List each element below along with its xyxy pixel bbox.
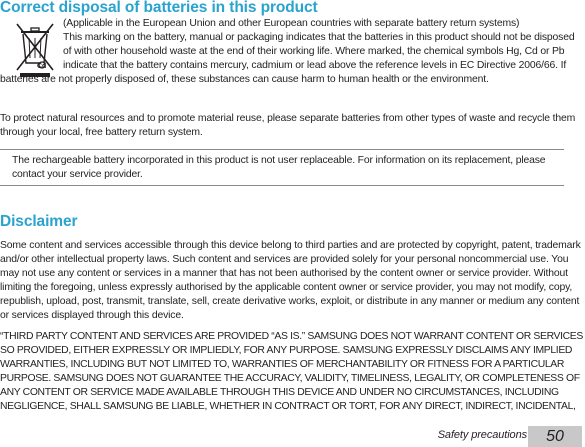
chemical-symbol-label: Cd [37,63,47,70]
battery-marking-paragraph-wrap [0,17,583,87]
applicability-note: (Applicable in the European Union and other European countries with separate battery return systems) [63,18,520,29]
disclaimer-paragraph-2: “THIRD PARTY CONTENT AND SERVICES ARE PROVIDED “AS IS.” SAMSUNG DOES NOT WARRANT CONTENT OR SERVICES SO PROVIDED, EITHER EXPRESSLY OR IMPLIEDLY, FOR ANY PURPOSE. SAMSUNG EXPRESSLY DISCLAIMS ANY IMPLIED WARRANTIES, INCLUDING BUT NOT LIMITED TO, WARRANTIES OF MERCHANTABILITY OR FITNESS FOR A PARTICULAR PURPOSE. SAMSUNG DOES NOT GUARANTEE THE ACCURACY, VALIDITY, TIMELINESS, LEGALITY, OR COMPLETENESS OF ANY CONTENT OR SERVICE MADE AVAILABLE THROUGH THIS DEVICE AND UNDER NO CIRCUMSTANCES, INCLUDING NEGLIGENCE, SHALL SAMSUNG BE LIABLE, WHETHER IN CONTRACT OR TORT, FOR ANY DIRECT, INDIRECT, INCIDENTAL, [0,331,583,412]
battery-marking-paragraph: This marking on the battery, manual or packaging indicates that the batteries in this product should not be disposed of with other household waste at the end of their working life. Where marked, the chemical symbols Hg, Cd or Pb indicate that the battery contains mercury, cadmium or lead above the reference levels in EC Directive 2006/66. If batteries are not properly disposed of, these substances can cause harm to human health or the environment. [0,32,575,85]
page-number: 50 [528,426,582,447]
recycling-paragraph: To protect natural resources and to promote material reuse, please separate batteries from other types of waste and recycle them through your local, free battery return system. [0,113,576,138]
section-title-disclaimer: Disclaimer [0,213,78,230]
disclaimer-paragraph-1: Some content and services accessible through this device belong to third parties and are protected by copyright, patent, trademark and/or other intellectual property laws. Such content and services are provided solely for your personal noncommercial use. You may not use any content or services in a manner that has not been authorised by the content owner or service provider. Without limiting the foregoing, unless expressly authorised by the applicable content owner or service provider, you may not modify, copy, republish, upload, post, transmit, translate, sell, create derivative works, exploit, or distribute in any manner or medium any content or services displayed through this device. [0,240,581,321]
section-title-battery-disposal: Correct disposal of batteries in this product [0,0,318,16]
note-box [0,149,564,186]
footer-section-label: Safety precautions [437,429,527,441]
note-text: The rechargeable battery incorporated in this product is not user replaceable. For information on its replacement, please contact your service provider. [12,155,546,180]
